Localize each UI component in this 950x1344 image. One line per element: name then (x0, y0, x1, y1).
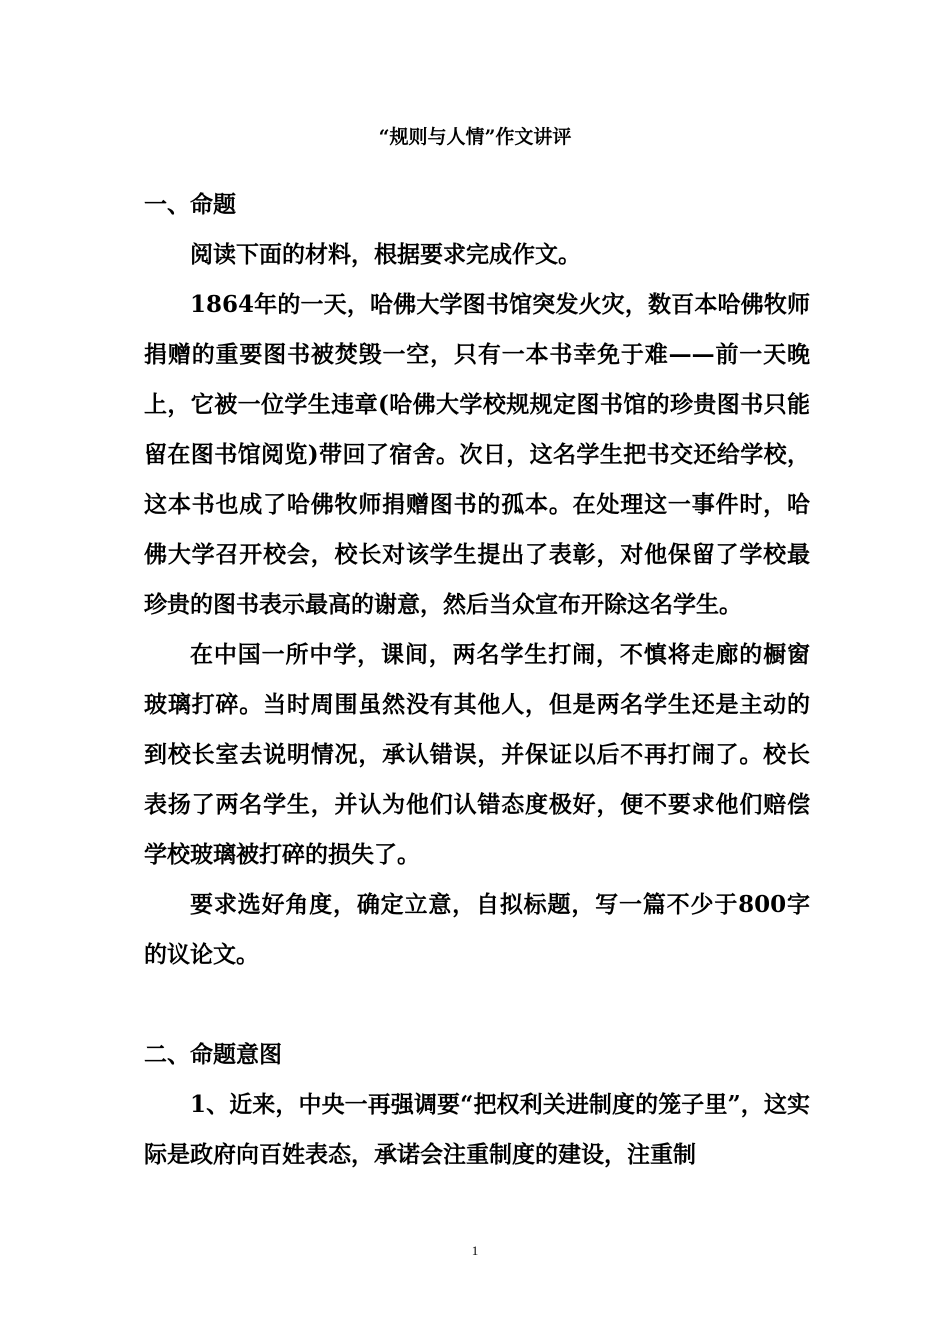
page-number: 1 (471, 1243, 479, 1258)
document-body (144, 180, 810, 1180)
paragraph-china-school-story: 在中国一所中学，课间，两名学生打闹，不慎将走廊的橱窗玻璃打碎。当时周围虽然没有其他人，但是两名学生还是主动的到校长室去说明情况，承认错误，并保证以后不再打闹了。校长表扬了两名学生，并认为他们认错态度极好，便不要求他们赔偿学校玻璃被打碎的损失了。 (144, 641, 810, 868)
paragraph-instruction: 阅读下面的材料，根据要求完成作文。 (190, 241, 581, 268)
section-heading-proposition: 一、命题 (144, 191, 236, 218)
section-spacer (144, 980, 810, 1030)
paragraph-harvard-story: 1864年的一天，哈佛大学图书馆突发火灾，数百本哈佛牧师捐赠的重要图书被焚毁一空，只有一本书幸免于难——前一天晚上，它被一位学生违章(哈佛大学校规规定图书馆的珍贵图书只能留在图书馆阅览)带回了宿舍。次日，这名学生把书交还给学校，这本书也成了哈佛牧师捐赠图书的孤本。在处理这一事件时，哈佛大学召开校会，校长对该学生提出了表彰，对他保留了学校最珍贵的图书表示最高的谢意，然后当众宣布开除这名学生。 (144, 291, 810, 618)
paragraph-requirements: 要求选好角度，确定立意，自拟标题，写一篇不少于800字的议论文。 (144, 891, 810, 968)
paragraph-intent-1: 1、近来，中央一再强调要“把权利关进制度的笼子里”，这实际是政府向百姓表态，承诺会注重制度的建设，注重制 (144, 1091, 810, 1168)
document-title: “规则与人情”作文讲评 (378, 126, 572, 148)
section-heading-intent: 二、命题意图 (144, 1041, 282, 1068)
